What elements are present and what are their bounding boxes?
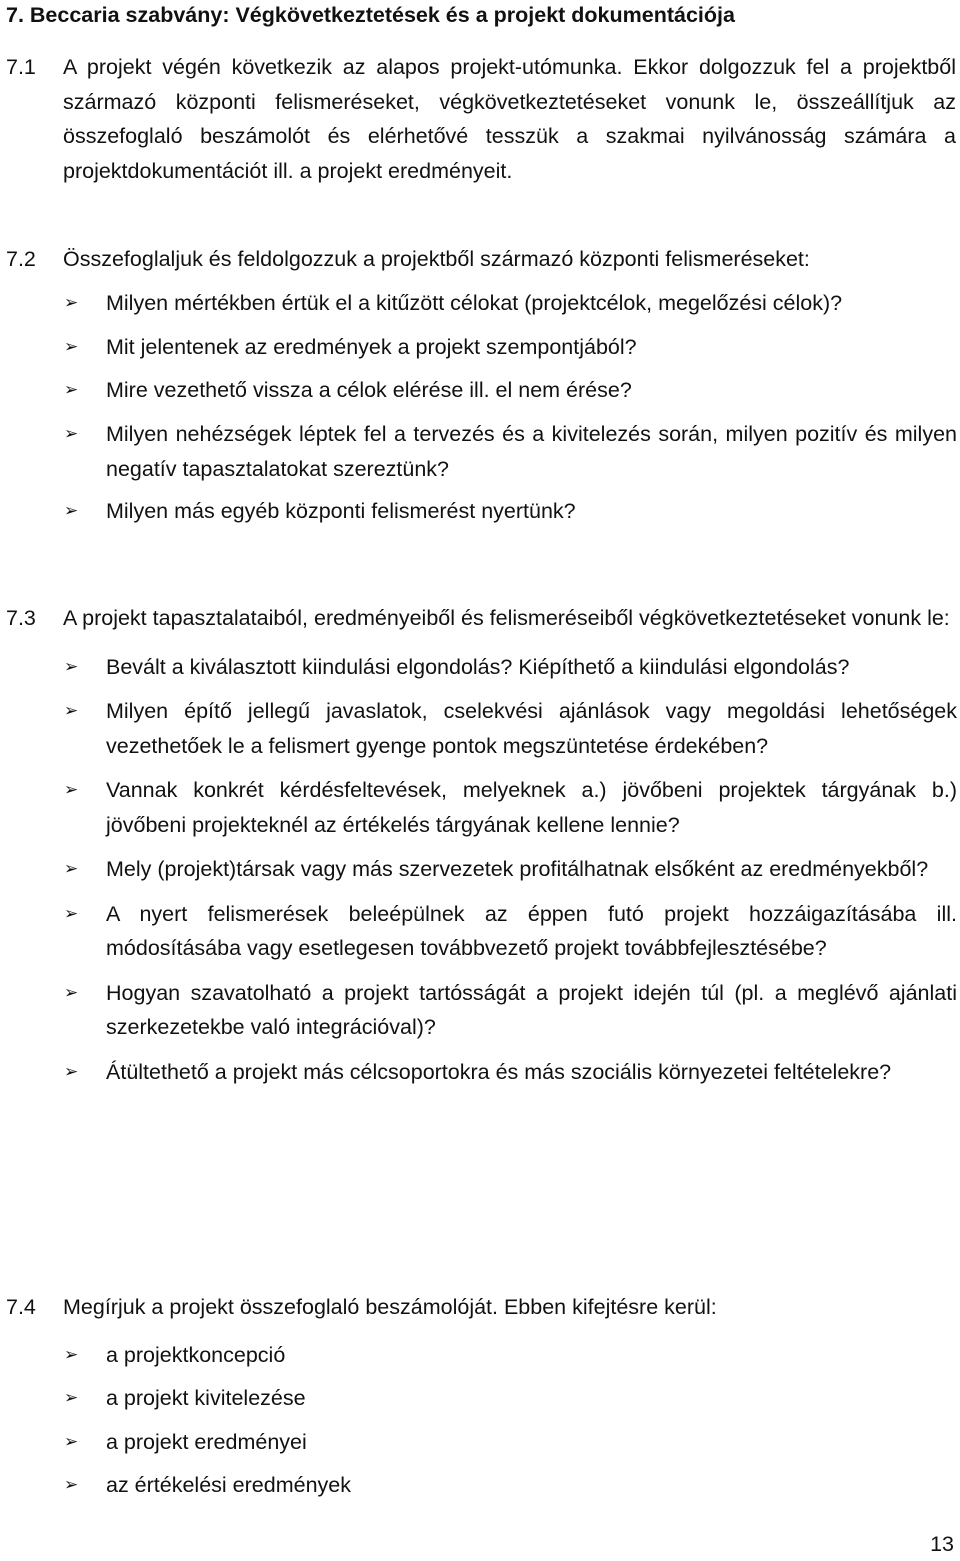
list-item: ➢ a projekt kivitelezése [0,1381,960,1416]
list-item: ➢ a projekt eredményei [0,1425,960,1460]
arrow-bullet-icon: ➢ [64,982,79,1002]
list-item: ➢ az értékelési eredmények [0,1468,960,1503]
list-item: ➢ Átültethető a projekt más célcsoportokra és más szociális környezetei feltételekre? [0,1055,960,1090]
list-item: ➢ A nyert felismerések beleépülnek az éppen futó projekt hozzáigazításába ill. módosításába vagy esetlegesen továbbvezető projekt továbbfejlesztésébe? [0,897,960,966]
section-number: 7.3 [6,606,36,630]
arrow-bullet-icon: ➢ [64,379,79,399]
list-item: ➢ a projektkoncepció [0,1338,960,1373]
list-item: ➢ Milyen nehézségek léptek fel a tervezés és a kivitelezés során, milyen pozitív és milyen negatív tapasztalatokat szereztünk? [0,417,960,486]
arrow-bullet-icon: ➢ [64,656,79,676]
arrow-bullet-icon: ➢ [64,337,79,356]
section-text: A projekt tapasztalataiból, eredményeiből és felismeréseiből végkövetkeztetéseket vonunk le: [63,606,950,630]
arrow-bullet-icon: ➢ [64,859,79,878]
arrow-bullet-icon: ➢ [64,1061,79,1081]
section-7-2 [0,242,960,529]
arrow-bullet-icon: ➢ [64,780,79,799]
list-item: ➢ Mit jelentenek az eredmények a projekt szempontjából? [0,330,960,365]
section-text: A projekt végén következik az alapos projekt-utómunka. Ekkor dolgozzuk fel a projektből származó központi felismeréseket, végkövetkeztetéseket vonunk le, összeállítjuk az összefoglaló beszámolót és elérhetővé tesszük a szakmai nyilvánosság számára a projektdokumentációt ill. a projekt eredményeit. [63,55,956,183]
list-item: ➢ Milyen építő jellegű javaslatok, cselekvési ajánlások vagy megoldási lehetőségek vezethetőek le a felismert gyenge pontok megszüntetése érdekében? [0,694,960,763]
section-number: 7.1 [6,55,36,79]
list-item: ➢ Milyen más egyéb központi felismerést nyertünk? [0,494,960,529]
list-item: ➢ Mely (projekt)társak vagy más szervezetek profitálhatnak elsőként az eredményekből? [0,852,960,887]
bullet-list [0,286,960,529]
arrow-bullet-icon: ➢ [64,1475,79,1494]
arrow-bullet-icon: ➢ [64,1388,79,1407]
arrow-bullet-icon: ➢ [64,1344,79,1364]
section-7-1 [0,50,960,188]
arrow-bullet-icon: ➢ [64,903,79,923]
list-item: ➢ Milyen mértékben értük el a kitűzött célokat (projektcélok, megelőzési célok)? [0,286,960,321]
arrow-bullet-icon: ➢ [64,424,79,443]
arrow-bullet-icon: ➢ [64,501,79,520]
section-text: Összefoglaljuk és feldolgozzuk a projektből származó központi felismeréseket: [63,247,810,271]
section-number: 7.4 [6,1295,36,1319]
arrow-bullet-icon: ➢ [64,292,79,312]
list-item: ➢ Vannak konkrét kérdésfeltevések, melyeknek a.) jövőbeni projektek tárgyának b.) jövőbeni projekteknél az értékelés tárgyának kellene lennie? [0,773,960,842]
bullet-list [0,650,960,1090]
list-item: ➢ Bevált a kiválasztott kiindulási elgondolás? Kiépíthető a kiindulási elgondolás? [0,650,960,685]
section-number: 7.2 [6,247,36,271]
section-7-4 [0,1290,960,1503]
arrow-bullet-icon: ➢ [64,701,79,720]
list-item: ➢ Mire vezethető vissza a célok elérése ill. el nem érése? [0,373,960,408]
arrow-bullet-icon: ➢ [64,1431,79,1451]
bullet-list [0,1338,960,1503]
page-number: 13 [930,1532,954,1556]
section-text: Megírjuk a projekt összefoglaló beszámolóját. Ebben kifejtésre kerül: [63,1295,717,1319]
section-7-3 [0,601,960,1089]
list-item: ➢ Hogyan szavatolható a projekt tartósságát a projekt idején túl (pl. a meglévő ajánlati szerkezetekbe való integrációval)? [0,976,960,1045]
chapter-title: 7. Beccaria szabvány: Végkövetkeztetések és a projekt dokumentációja [6,3,735,27]
